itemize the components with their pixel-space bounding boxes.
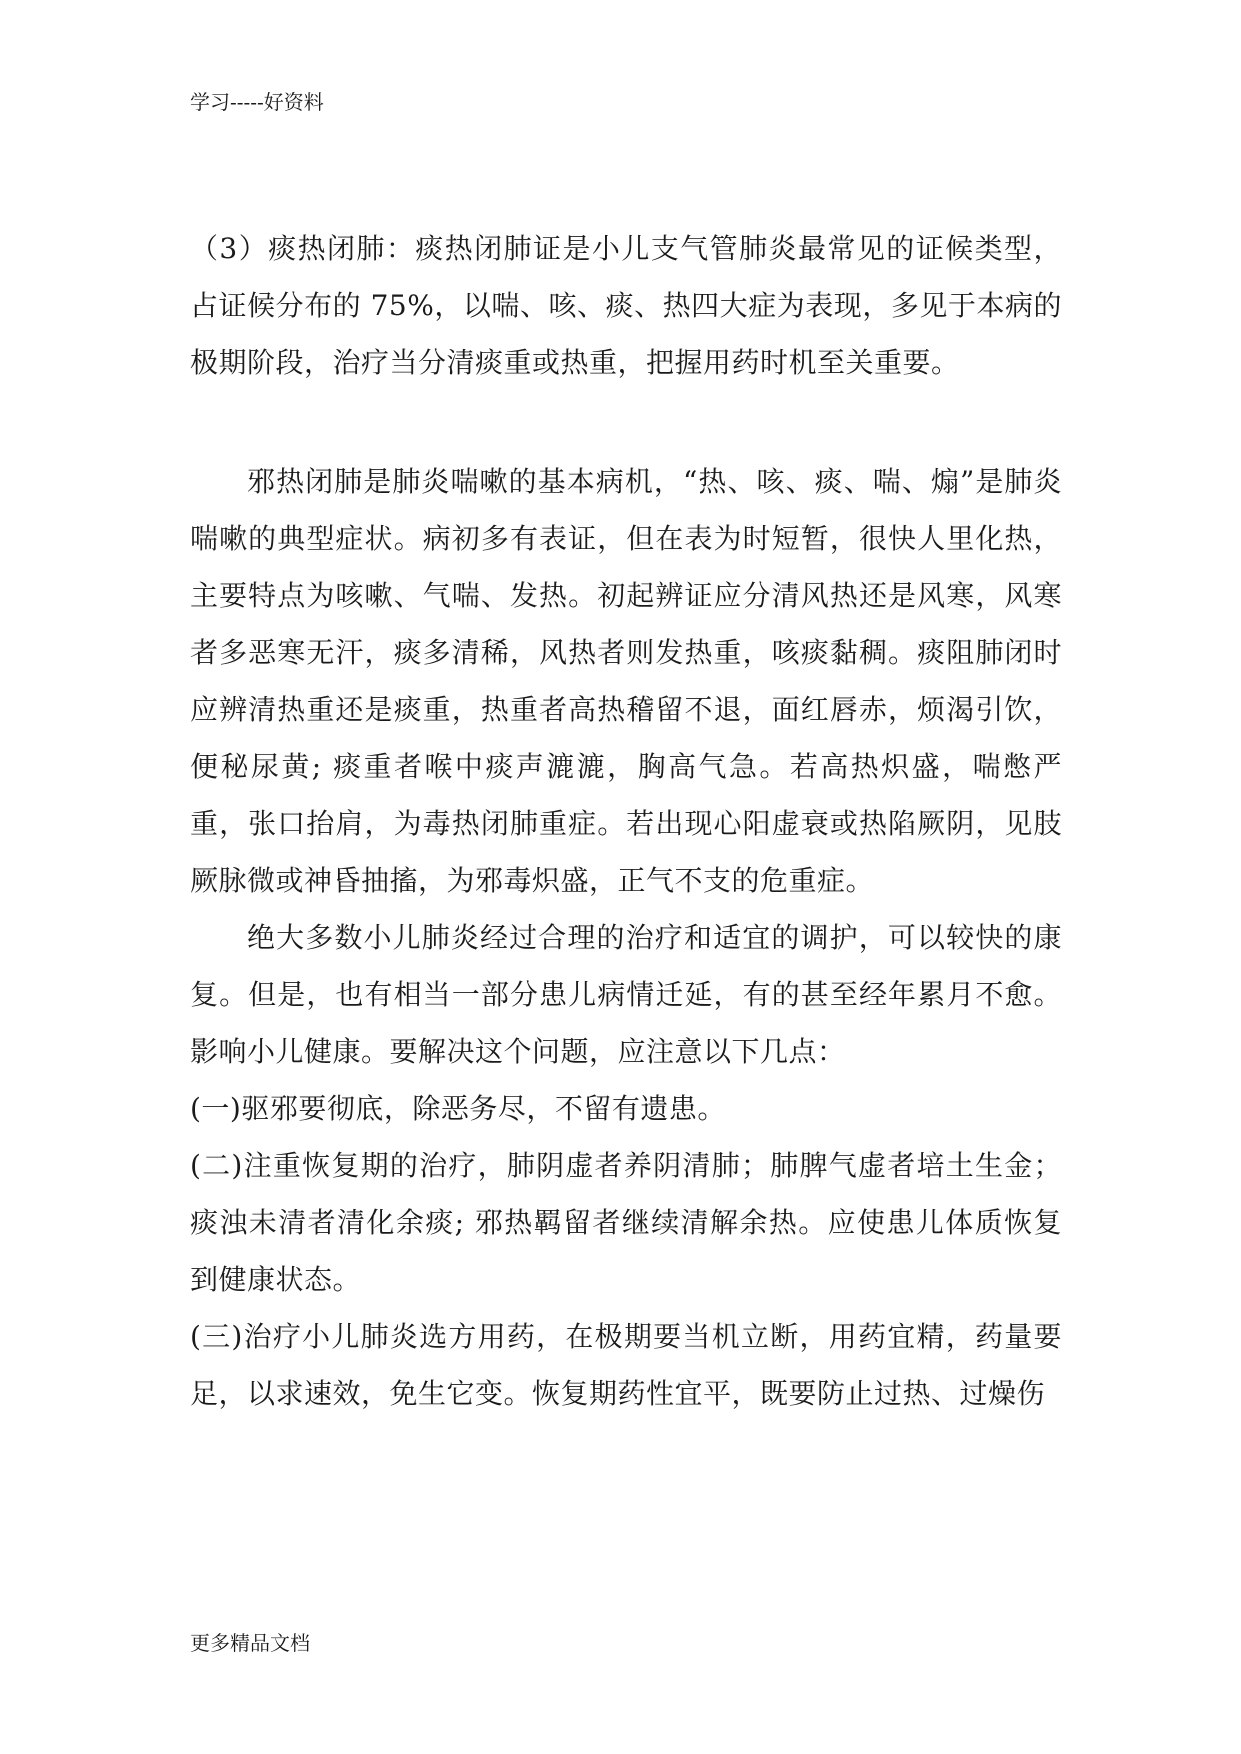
list-item-1: (一)驱邪要彻底，除恶务尽，不留有遗患。: [190, 1092, 726, 1125]
page-header: 学习-----好资料: [190, 90, 324, 114]
document-body: [190, 220, 1062, 1422]
list-item-3: (三)治疗小儿肺炎选方用药，在极期要当机立断，用药宜精，药量要足，以求速效，免生它变。恢复期药性宜平，既要防止过热、过燥伤: [190, 1320, 1062, 1410]
paragraph-pathogenesis: 邪热闭肺是肺炎喘嗽的基本病机，“热、咳、痰、喘、煽”是肺炎喘嗽的典型症状。病初多有表证，但在表为时短暂，很快人里化热，主要特点为咳嗽、气喘、发热。初起辨证应分清风热还是风寒，风寒者多恶寒无汗，痰多清稀，风热者则发热重，咳痰黏稠。痰阻肺闭时应辨清热重还是痰重，热重者高热稽留不退，面红唇赤，烦渴引饮，便秘尿黄; 痰重者喉中痰声漉漉，胸高气急。若高热炽盛，喘憋严重，张口抬肩，为毒热闭肺重症。若出现心阳虚衰或热陷厥阴，见肢厥脉微或神昏抽搐，为邪毒炽盛，正气不支的危重症。: [190, 465, 1062, 897]
page-footer: 更多精品文档: [190, 1631, 310, 1655]
paragraph-phlegm-heat: （3）痰热闭肺：痰热闭肺证是小儿支气管肺炎最常见的证候类型，占证候分布的 75%，以喘、咳、痰、热四大症为表现，多见于本病的极期阶段，治疗当分清痰重或热重，把握用药时机至关重要。: [190, 232, 1062, 379]
list-item-2: (二)注重恢复期的治疗，肺阴虚者养阴清肺；肺脾气虚者培土生金；痰浊未清者清化余痰; 邪热羁留者继续清解余热。应使患儿体质恢复到健康状态。: [190, 1149, 1062, 1296]
paragraph-recovery-intro: 绝大多数小儿肺炎经过合理的治疗和适宜的调护，可以较快的康复。但是，也有相当一部分患儿病情迁延，有的甚至经年累月不愈。影响小儿健康。要解决这个问题，应注意以下几点：: [190, 921, 1062, 1068]
